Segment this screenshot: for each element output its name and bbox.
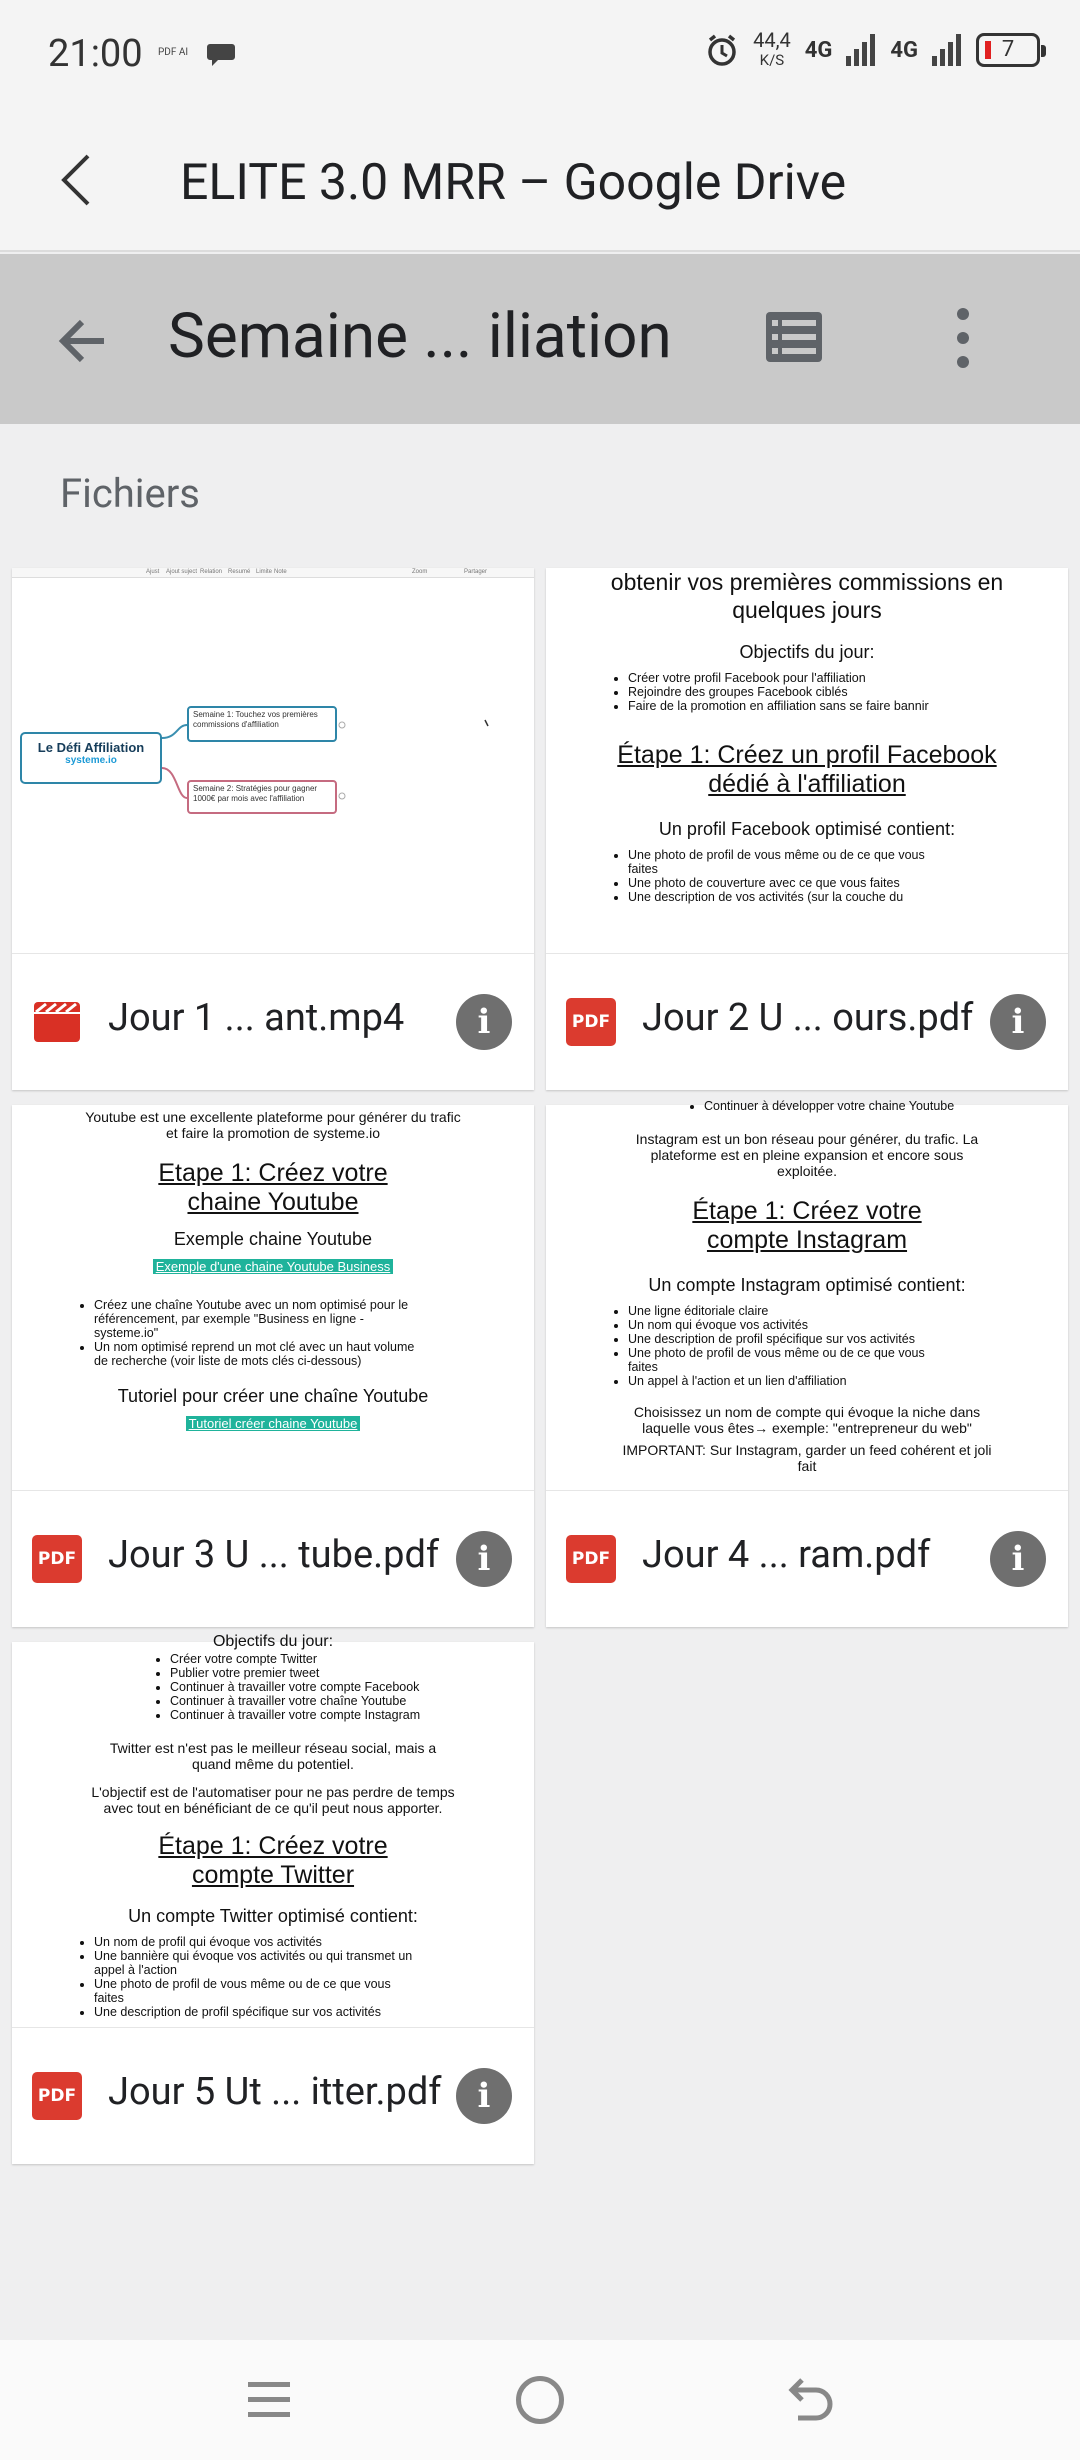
folder-toolbar bbox=[0, 254, 1080, 424]
doc-link: Tutoriel créer chaine Youtube bbox=[186, 1416, 361, 1431]
list-item: • Continuer à travailler votre compte Facebook bbox=[170, 1680, 516, 1694]
file-name: Jour 4 ... ram.pdf bbox=[642, 1533, 931, 1577]
file-footer bbox=[546, 954, 1068, 1090]
file-name: Jour 1 ... ant.mp4 bbox=[108, 996, 405, 1040]
doc-list bbox=[30, 1935, 516, 2019]
list-item: • Une ligne éditoriale claire bbox=[628, 1304, 950, 1318]
file-name: Jour 3 U ... tube.pdf bbox=[108, 1533, 440, 1577]
network-type-1: 4G bbox=[804, 37, 833, 63]
status-right-group bbox=[705, 30, 1040, 70]
battery-icon: 7 bbox=[976, 33, 1040, 67]
menu-item: Relation bbox=[200, 569, 223, 575]
info-icon[interactable]: i bbox=[456, 1531, 512, 1587]
doc-list bbox=[564, 1099, 1050, 1113]
doc-heading: Etape 1: Créez votre chaine Youtube bbox=[158, 1159, 388, 1216]
file-thumbnail bbox=[546, 1099, 1068, 1491]
file-footer bbox=[12, 954, 534, 1090]
menu-item: Zoom bbox=[412, 569, 428, 575]
mindmap-node-label: Semaine 1: Touchez vos premières commissions d'affiliation bbox=[193, 710, 318, 729]
menu-icon[interactable] bbox=[248, 2380, 290, 2420]
doc-paragraph: L'objectif est de l'automatiser pour ne pas perdre de temps avec tout en bénéficiant de ce qu'il peut nous apporter. bbox=[91, 1784, 455, 1816]
status-bar bbox=[0, 0, 1080, 110]
doc-list bbox=[564, 848, 1050, 904]
doc-list bbox=[30, 1298, 516, 1368]
section-label-files: Fichiers bbox=[60, 470, 200, 517]
doc-subtitle: Exemple chaine Youtube bbox=[173, 1229, 373, 1249]
file-thumbnail bbox=[546, 568, 1068, 954]
doc-heading: Étape 1: Créez un profil Facebook dédié à l'affiliation bbox=[617, 741, 997, 798]
list-item: • Une bannière qui évoque vos activités ou qui transmet un appel à l'action bbox=[94, 1949, 416, 1977]
file-card[interactable] bbox=[546, 1099, 1068, 1627]
menu-item: Limite bbox=[256, 569, 273, 575]
doc-subtitle: Objectifs du jour: bbox=[739, 642, 875, 662]
list-item: • Une photo de profil de vous même ou de ce que vous faites bbox=[628, 848, 1050, 876]
list-item: • Rejoindre des groupes Facebook ciblés bbox=[628, 685, 1050, 699]
home-icon[interactable] bbox=[516, 2376, 564, 2424]
doc-paragraph: Twitter est n'est pas le meilleur réseau social, mais a quand même du potentiel. bbox=[109, 1740, 437, 1772]
network-speed bbox=[753, 30, 791, 70]
list-item: • Une photo de profil de vous même ou de ce que vous faites bbox=[628, 1346, 950, 1374]
more-vert-icon[interactable] bbox=[945, 306, 981, 370]
pdf-icon: PDF bbox=[566, 998, 616, 1046]
file-thumbnail bbox=[12, 568, 534, 954]
file-name: Jour 5 Ut ... itter.pdf bbox=[108, 2070, 442, 2114]
list-item: • Publier votre premier tweet bbox=[170, 1666, 516, 1680]
list-item: • Créer votre profil Facebook pour l'affiliation bbox=[628, 671, 1050, 685]
alarm-icon bbox=[705, 33, 739, 67]
file-thumbnail bbox=[12, 1105, 534, 1491]
doc-paragraph: Un compte Instagram optimisé contient: bbox=[648, 1275, 966, 1295]
signal-icon-2 bbox=[932, 34, 962, 66]
list-item: • Continuer à travailler votre compte Instagram bbox=[170, 1708, 516, 1722]
file-card[interactable] bbox=[12, 1633, 534, 2164]
doc-list bbox=[30, 1652, 516, 1722]
info-icon[interactable]: i bbox=[456, 2068, 512, 2124]
speed-unit: K/S bbox=[759, 51, 785, 69]
mindmap-node-label: Semaine 2: Stratégies pour gagner 1000€ par mois avec l'affiliation bbox=[193, 784, 318, 803]
speed-value: 44,4 bbox=[753, 28, 791, 52]
app-header bbox=[0, 110, 1080, 252]
menu-item: Ajout suject bbox=[166, 569, 198, 575]
chevron-left-icon[interactable] bbox=[48, 150, 108, 210]
doc-heading: Étape 1: Créez votre compte Twitter bbox=[158, 1832, 388, 1889]
file-name: Jour 2 U ... ours.pdf bbox=[642, 996, 974, 1040]
file-footer bbox=[12, 2028, 534, 2164]
list-item: • Continuer à travailler votre chaîne Youtube bbox=[170, 1694, 516, 1708]
doc-intro: obtenir vos premières commissions en quelques jours bbox=[610, 569, 1004, 623]
doc-intro: Instagram est un bon réseau pour générer, du trafic. La plateforme est en pleine expansion et encore sous exploitée. bbox=[635, 1131, 979, 1179]
file-card[interactable] bbox=[12, 568, 534, 1090]
list-item: • Une photo de couverture avec ce que vous faites bbox=[628, 876, 1050, 890]
back-icon[interactable] bbox=[786, 2378, 834, 2422]
status-time: 21:00 bbox=[48, 32, 143, 76]
list-item: • Un nom de profil qui évoque vos activités bbox=[94, 1935, 416, 1949]
list-view-icon[interactable] bbox=[766, 312, 822, 362]
file-footer bbox=[546, 1491, 1068, 1627]
doc-link: Exemple d'une chaine Youtube Business bbox=[153, 1259, 394, 1274]
file-card[interactable] bbox=[546, 568, 1068, 1090]
doc-subtitle: Tutoriel pour créer une chaîne Youtube bbox=[117, 1386, 429, 1406]
list-item: • Une photo de profil de vous même ou de ce que vous faites bbox=[94, 1977, 416, 2005]
list-item: • Un appel à l'action et un lien d'affiliation bbox=[628, 1374, 950, 1388]
video-icon bbox=[32, 998, 82, 1046]
app-title: ELITE 3.0 MRR – Google Drive bbox=[180, 154, 847, 212]
pdf-icon: PDF bbox=[32, 1535, 82, 1583]
doc-paragraph: IMPORTANT: Sur Instagram, garder un feed cohérent et joli fait bbox=[622, 1442, 992, 1474]
list-item: • Une description de profil spécifique sur vos activités bbox=[94, 2005, 416, 2019]
document-preview bbox=[12, 1632, 534, 2019]
pdf-icon: PDF bbox=[32, 2072, 82, 2120]
list-item: • Une description de vos activités (sur la couche du bbox=[628, 890, 1050, 904]
mindmap-node-2 bbox=[187, 780, 337, 814]
document-preview bbox=[12, 1109, 534, 1433]
info-icon[interactable]: i bbox=[990, 994, 1046, 1050]
info-icon[interactable]: i bbox=[990, 1531, 1046, 1587]
document-preview bbox=[546, 1099, 1068, 1474]
doc-paragraph: Un compte Twitter optimisé contient: bbox=[128, 1906, 418, 1926]
network-type-2: 4G bbox=[890, 37, 918, 63]
doc-paragraph: Choisissez un nom de compte qui évoque la niche dans laquelle vous êtes→ exemple: "entrepreneur du web" bbox=[633, 1404, 981, 1436]
system-navigation-bar bbox=[0, 2340, 1080, 2460]
mindmap-brand: systeme.io bbox=[65, 755, 117, 766]
folder-title: Semaine ... iliation bbox=[168, 300, 672, 373]
list-item: • Un nom optimisé reprend un mot clé avec un haut volume de recherche (voir liste de mots clés ci-dessous) bbox=[94, 1340, 416, 1368]
chat-bubble-icon bbox=[206, 40, 236, 68]
pdf-icon: PDF bbox=[566, 1535, 616, 1583]
list-item: • Créer votre compte Twitter bbox=[170, 1652, 516, 1666]
menu-item: Partager bbox=[464, 569, 488, 575]
signal-icon-1 bbox=[846, 34, 876, 66]
menu-item: Resumé bbox=[228, 569, 251, 575]
list-item: • Créez une chaîne Youtube avec un nom optimisé pour le référencement, par exemple "Business en ligne - systeme.io" bbox=[94, 1298, 416, 1340]
menu-item: Ajust bbox=[146, 569, 160, 575]
file-thumbnail bbox=[12, 1633, 534, 2028]
list-item: • Faire de la promotion en affiliation sans se faire bannir bbox=[628, 699, 1050, 713]
doc-heading: Étape 1: Créez votre compte Instagram bbox=[692, 1197, 922, 1254]
list-item: • Une description de profil spécifique sur vos activités bbox=[628, 1332, 950, 1346]
menu-item: Note bbox=[274, 569, 287, 575]
doc-intro: Youtube est une excellente plateforme pour générer du trafic et faire la promotion de systeme.io bbox=[85, 1109, 461, 1141]
mindmap-root-label: Le Défi Affiliation bbox=[37, 740, 145, 755]
pdf-ai-notification-label: PDF AI bbox=[158, 47, 189, 58]
mindmap-node-1 bbox=[187, 706, 337, 742]
file-card[interactable] bbox=[12, 1105, 534, 1627]
mindmap-root bbox=[20, 732, 162, 784]
doc-paragraph: Un profil Facebook optimisé contient: bbox=[658, 819, 956, 839]
list-item: • Continuer à développer votre chaine Youtube bbox=[704, 1099, 1050, 1113]
doc-list bbox=[564, 671, 1050, 713]
doc-subtitle: Objectifs du jour: bbox=[212, 1633, 334, 1650]
document-preview bbox=[546, 568, 1068, 904]
file-footer bbox=[12, 1491, 534, 1627]
arrow-back-icon[interactable] bbox=[52, 310, 114, 372]
info-icon[interactable]: i bbox=[456, 994, 512, 1050]
list-item: • Un nom qui évoque vos activités bbox=[628, 1318, 950, 1332]
doc-list bbox=[564, 1304, 1050, 1388]
